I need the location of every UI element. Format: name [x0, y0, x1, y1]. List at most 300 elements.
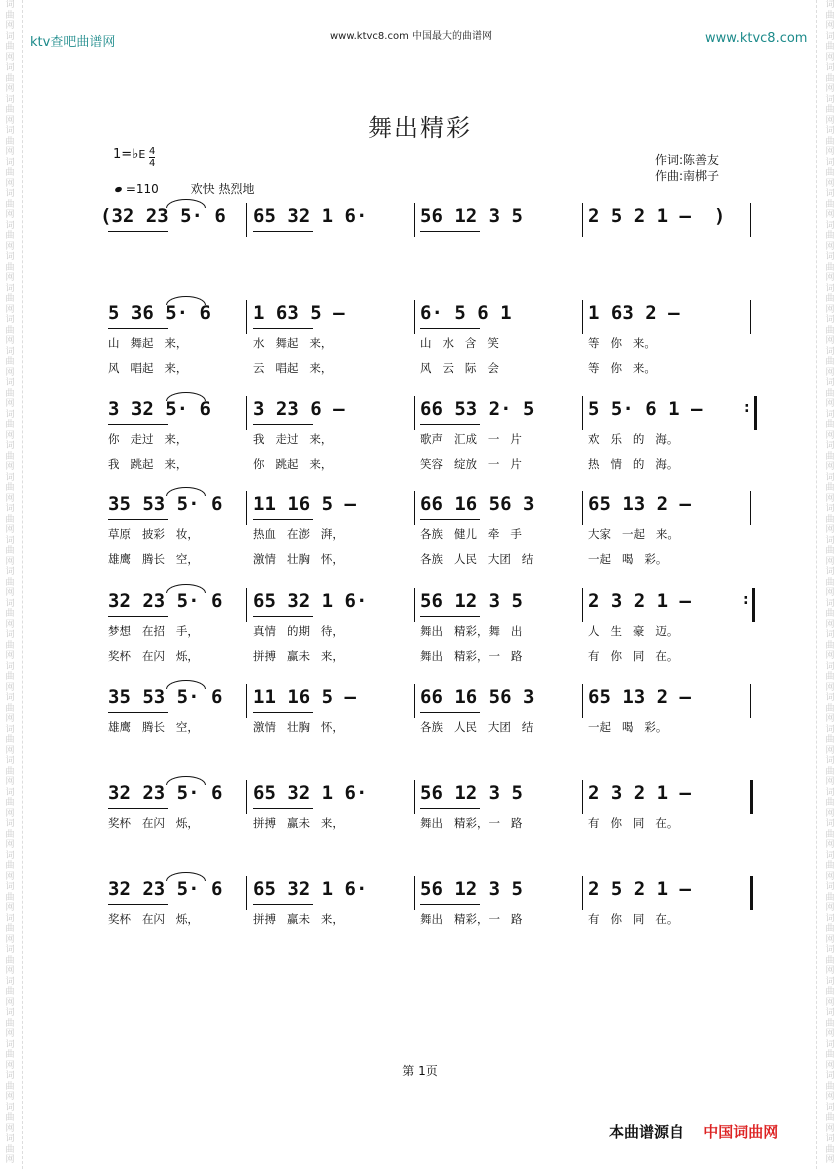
watermark-char: 曲: [5, 703, 15, 714]
watermark-char: 网: [825, 1123, 835, 1134]
lyric-line-1: 奖杯 在闪 烁，: [108, 912, 199, 926]
watermark-char: 网: [825, 997, 835, 1008]
lyric-line-2: 风 云 际 会: [420, 361, 499, 375]
slur-arc: [166, 872, 206, 881]
watermark-char: 曲: [5, 231, 15, 241]
key-letter: E: [138, 148, 146, 161]
repeat-end-barline: [752, 588, 755, 622]
watermark-char: 曲: [5, 420, 15, 430]
watermark-char: 网: [5, 493, 15, 504]
watermark-char: 词: [5, 315, 15, 325]
watermark-char: 词: [5, 504, 15, 514]
lyric-line-1: 山 舞起 来，: [108, 336, 188, 350]
measure-notes: 32 23 5· 6: [108, 590, 223, 612]
measure-notes: 35 53 5· 6: [108, 686, 223, 708]
barline: [414, 491, 415, 525]
watermark-char: 网: [5, 871, 15, 882]
watermark-char: 词: [825, 630, 835, 640]
watermark-char: 网: [825, 871, 835, 882]
header-site-name[interactable]: ktv查吧曲谱网: [30, 35, 116, 50]
beam-underline: [253, 328, 313, 329]
watermark-char: 网: [825, 336, 835, 346]
lyric-line-1: 舞出 精彩，一 路: [420, 912, 523, 926]
watermark-char: 曲: [5, 136, 15, 147]
watermark-char: 网: [5, 1092, 15, 1102]
credits: [655, 152, 719, 184]
watermark-char: 词: [5, 283, 15, 294]
watermark-char: 网: [825, 273, 835, 283]
measure-notes: 1 63 5 –: [253, 302, 345, 324]
measure-notes: 5 5· 6 1 –: [588, 398, 703, 420]
source-label: 本曲谱源自: [609, 1123, 685, 1141]
barline: [414, 203, 415, 237]
key-prefix: 1=: [113, 147, 133, 162]
watermark-char: 曲: [5, 168, 15, 178]
measure-notes: 65 32 1 6·: [253, 205, 368, 227]
watermark-char: 曲: [5, 577, 15, 588]
watermark-char: 词: [5, 409, 15, 420]
watermark-char: 网: [825, 1092, 835, 1102]
lyric-line-2: 激情 壮胸 怀，: [253, 552, 344, 566]
lyric-line-2: 有 你 同 在。: [588, 649, 679, 663]
beam-underline: [420, 519, 480, 520]
watermark-char: 曲: [5, 892, 15, 903]
watermark-char: 曲: [5, 861, 15, 871]
lyric-line-1: 我 走过 来，: [253, 432, 333, 446]
watermark-char: 网: [5, 808, 15, 819]
watermark-char: 词: [5, 31, 15, 42]
watermark-char: 词: [5, 882, 15, 892]
lyric-line-2: 等 你 来。: [588, 361, 656, 375]
lyric-line-1: 有 你 同 在。: [588, 816, 679, 830]
beam-underline: [253, 808, 313, 809]
watermark-char: 词: [5, 1039, 15, 1050]
watermark-char: 曲: [5, 546, 15, 556]
barline: [582, 588, 583, 622]
lyric-line-1: 有 你 同 在。: [588, 912, 679, 926]
watermark-char: 网: [825, 84, 835, 94]
measure-notes: 56 12 3 5: [420, 878, 523, 900]
lyric-line-1: 拼搏 赢未 来，: [253, 816, 344, 830]
watermark-char: 词: [825, 315, 835, 325]
lyric-line-2: 拼搏 赢未 来，: [253, 649, 344, 663]
watermark-char: 网: [5, 21, 15, 31]
watermark-char: 曲: [5, 42, 15, 52]
watermark-char: 词: [825, 126, 835, 136]
watermark-char: 词: [825, 945, 835, 955]
beam-underline: [420, 616, 480, 617]
watermark-char: 词: [825, 472, 835, 483]
watermark-char: 网: [825, 1060, 835, 1071]
lyric-line-2: 风 唱起 来，: [108, 361, 188, 375]
barline: [414, 300, 415, 334]
page-number: 第 1页: [402, 1064, 438, 1078]
beam-underline: [420, 808, 480, 809]
watermark-char: 网: [5, 367, 15, 378]
watermark-char: 网: [5, 934, 15, 945]
watermark-char: 网: [825, 651, 835, 661]
measure-notes: 56 12 3 5: [420, 205, 523, 227]
beam-underline: [108, 904, 168, 905]
slur-arc: [166, 776, 206, 785]
slur-arc: [166, 392, 206, 401]
watermark-char: 网: [5, 525, 15, 535]
watermark-char: 曲: [825, 357, 835, 367]
barline: [582, 491, 583, 525]
watermark-char: 词: [5, 850, 15, 861]
tempo-expression: 欢快 热烈地: [190, 182, 255, 196]
watermark-char: 网: [825, 934, 835, 945]
watermark-char: 网: [825, 493, 835, 504]
watermark-char: 曲: [5, 357, 15, 367]
watermark-char: 曲: [825, 10, 835, 21]
watermark-char: 网: [5, 745, 15, 756]
measure-notes: 56 12 3 5: [420, 782, 523, 804]
watermark-char: 词: [825, 157, 835, 168]
slur-arc: [166, 199, 206, 208]
watermark-char: 网: [5, 840, 15, 850]
watermark-char: 曲: [825, 420, 835, 430]
header-site-url[interactable]: www.ktvc8.com: [705, 31, 808, 46]
watermark-char: 曲: [825, 42, 835, 52]
watermark-char: 词: [5, 189, 15, 199]
watermark-char: 网: [5, 399, 15, 409]
watermark-char: 词: [825, 724, 835, 735]
repeat-dots: :: [744, 400, 750, 416]
tempo-bpm: =110: [125, 182, 159, 196]
watermark-char: 曲: [825, 73, 835, 84]
lyric-line-1: 梦想 在招 手，: [108, 624, 199, 638]
watermark-char: 网: [825, 808, 835, 819]
barline: [246, 203, 247, 237]
watermark-char: 词: [825, 31, 835, 42]
watermark-char: 网: [825, 714, 835, 724]
final-barline: [750, 876, 753, 910]
measure-notes: (32 23 5· 6: [100, 205, 226, 227]
watermark-char: 曲: [5, 388, 15, 399]
lyric-line-1: 山 水 含 笑: [420, 336, 499, 350]
beam-underline: [108, 712, 168, 713]
measure-notes: 2 3 2 1 –: [588, 590, 691, 612]
watermark-char: 网: [825, 556, 835, 567]
watermark-char: 曲: [5, 73, 15, 84]
watermark-char: 词: [5, 346, 15, 357]
lyric-line-1: 一起 喝 彩。: [588, 720, 668, 734]
watermark-char: 曲: [5, 1113, 15, 1123]
watermark-char: 词: [825, 693, 835, 703]
measure-notes: 32 23 5· 6: [108, 782, 223, 804]
watermark-char: 词: [5, 567, 15, 577]
watermark-char: 词: [825, 598, 835, 609]
watermark-column-right: [822, 0, 838, 1169]
measure-notes: 2 5 2 1 – ): [588, 205, 726, 227]
watermark-char: 网: [5, 682, 15, 693]
watermark-char: 曲: [825, 609, 835, 619]
watermark-char: 网: [825, 462, 835, 472]
barline: [246, 780, 247, 814]
lyric-line-1: 激情 壮胸 怀，: [253, 720, 344, 734]
watermark-char: 曲: [825, 798, 835, 808]
lyric-line-2: 舞出 精彩，一 路: [420, 649, 523, 663]
measure-notes: 66 16 56 3: [420, 493, 535, 515]
watermark-char: 网: [5, 997, 15, 1008]
lyric-line-2: 各族 人民 大团 结: [420, 552, 534, 566]
lyric-line-1: 大家 一起 来。: [588, 527, 679, 541]
watermark-char: 词: [825, 882, 835, 892]
beam-underline: [420, 904, 480, 905]
time-signature-bottom: 4: [149, 158, 156, 169]
beam-underline: [420, 424, 480, 425]
watermark-char: 网: [5, 903, 15, 913]
beam-underline: [253, 712, 313, 713]
watermark-char: 词: [825, 283, 835, 294]
watermark-char: 网: [825, 619, 835, 630]
watermark-char: 词: [825, 504, 835, 514]
lyric-line-1: 真情 的期 待，: [253, 624, 344, 638]
measure-notes: 3 23 6 –: [253, 398, 345, 420]
watermark-char: 词: [5, 945, 15, 955]
watermark-char: 曲: [825, 325, 835, 336]
watermark-char: 词: [825, 252, 835, 262]
barline: [246, 491, 247, 525]
watermark-char: 曲: [825, 483, 835, 493]
watermark-char: 曲: [825, 766, 835, 777]
watermark-char: 网: [5, 651, 15, 661]
lyric-line-2: 云 唱起 来，: [253, 361, 333, 375]
watermark-char: 曲: [825, 577, 835, 588]
beam-underline: [108, 808, 168, 809]
beam-underline: [108, 328, 168, 329]
watermark-char: 词: [5, 787, 15, 798]
watermark-char: 曲: [825, 987, 835, 997]
watermark-char: 曲: [5, 451, 15, 462]
barline: [750, 491, 751, 525]
lyricist: 作词:陈善友: [655, 153, 720, 167]
watermark-char: 网: [5, 178, 15, 189]
left-margin-line: [22, 0, 23, 1169]
watermark-char: 曲: [5, 325, 15, 336]
watermark-char: 曲: [825, 861, 835, 871]
watermark-char: 网: [5, 1155, 15, 1165]
watermark-char: 网: [5, 777, 15, 787]
barline: [582, 876, 583, 910]
watermark-char: 词: [5, 0, 15, 10]
beam-underline: [253, 424, 313, 425]
watermark-char: 词: [825, 189, 835, 199]
barline: [246, 588, 247, 622]
watermark-char: 词: [825, 567, 835, 577]
measure-notes: 3 32 5· 6: [108, 398, 211, 420]
watermark-char: 曲: [5, 798, 15, 808]
lyric-line-2: 奖杯 在闪 烁，: [108, 649, 199, 663]
beam-underline: [253, 519, 313, 520]
slur-arc: [166, 296, 206, 305]
beam-underline: [108, 519, 168, 520]
watermark-char: 词: [825, 913, 835, 924]
watermark-char: 词: [825, 409, 835, 420]
lyric-line-2: 笑容 绽放 一 片: [420, 457, 522, 471]
watermark-char: 网: [5, 462, 15, 472]
beam-underline: [420, 231, 480, 232]
watermark-char: 词: [5, 913, 15, 924]
measure-notes: 56 12 3 5: [420, 590, 523, 612]
right-margin-line: [816, 0, 817, 1169]
watermark-char: 网: [825, 903, 835, 913]
watermark-char: 词: [5, 819, 15, 829]
final-barline: [750, 780, 753, 814]
watermark-char: 曲: [825, 924, 835, 934]
watermark-char: 词: [825, 441, 835, 451]
header-site-tagline[interactable]: www.ktvc8.com 中国最大的曲谱网: [330, 31, 493, 42]
watermark-char: 网: [825, 21, 835, 31]
watermark-char: 网: [5, 336, 15, 346]
watermark-char: 曲: [5, 924, 15, 934]
lyric-line-1: 各族 健儿 牵 手: [420, 527, 522, 541]
barline: [246, 396, 247, 430]
measure-notes: 35 53 5· 6: [108, 493, 223, 515]
watermark-char: 网: [5, 966, 15, 976]
watermark-char: 词: [5, 976, 15, 987]
watermark-char: 词: [825, 1039, 835, 1050]
watermark-char: 网: [825, 840, 835, 850]
watermark-char: 词: [5, 724, 15, 735]
watermark-char: 网: [825, 745, 835, 756]
lyric-line-2: 你 跳起 来，: [253, 457, 333, 471]
lyric-line-1: 草原 披彩 妆，: [108, 527, 199, 541]
time-signature-top: 4: [149, 146, 156, 157]
watermark-char: 网: [825, 1155, 835, 1165]
watermark-char: 曲: [825, 735, 835, 745]
watermark-char: 词: [825, 346, 835, 357]
measure-notes: 1 63 2 –: [588, 302, 680, 324]
watermark-char: 曲: [5, 672, 15, 682]
watermark-char: 曲: [825, 514, 835, 525]
watermark-char: 词: [5, 598, 15, 609]
watermark-char: 曲: [5, 735, 15, 745]
repeat-barline: [754, 396, 757, 430]
watermark-char: 曲: [825, 199, 835, 210]
watermark-char: 曲: [825, 294, 835, 304]
watermark-char: 曲: [5, 766, 15, 777]
watermark-char: 网: [825, 210, 835, 220]
watermark-column-left: [2, 0, 18, 1169]
barline: [582, 780, 583, 814]
watermark-char: 词: [825, 819, 835, 829]
measure-notes: 2 5 2 1 –: [588, 878, 691, 900]
lyric-line-2: 我 跳起 来，: [108, 457, 188, 471]
watermark-char: 曲: [5, 514, 15, 525]
slur-arc: [166, 584, 206, 593]
source-credit: [609, 1121, 778, 1142]
watermark-char: 词: [825, 850, 835, 861]
barline: [246, 876, 247, 910]
watermark-char: 曲: [825, 1018, 835, 1029]
watermark-char: 曲: [5, 262, 15, 273]
watermark-char: 网: [825, 147, 835, 157]
watermark-char: 曲: [825, 703, 835, 714]
watermark-char: 曲: [825, 546, 835, 556]
watermark-char: 网: [5, 1029, 15, 1039]
watermark-char: 网: [825, 966, 835, 976]
watermark-char: 词: [5, 1071, 15, 1081]
barline: [414, 396, 415, 430]
watermark-char: 网: [5, 430, 15, 441]
lyric-line-1: 欢 乐 的 海。: [588, 432, 679, 446]
watermark-char: 网: [5, 84, 15, 94]
watermark-char: 词: [825, 756, 835, 766]
beam-underline: [420, 328, 480, 329]
watermark-char: 词: [5, 472, 15, 483]
watermark-char: 词: [5, 220, 15, 231]
watermark-char: 网: [825, 525, 835, 535]
watermark-char: 曲: [5, 1018, 15, 1029]
watermark-char: 词: [825, 976, 835, 987]
watermark-char: 网: [5, 115, 15, 126]
watermark-char: 网: [825, 588, 835, 598]
lyric-line-1: 舞出 精彩，一 路: [420, 816, 523, 830]
lyric-line-2: 雄鹰 腾长 空，: [108, 552, 199, 566]
watermark-char: 词: [5, 661, 15, 672]
watermark-char: 词: [5, 252, 15, 262]
source-site[interactable]: 中国词曲网: [703, 1123, 779, 1141]
watermark-char: 词: [825, 1071, 835, 1081]
beam-underline: [420, 712, 480, 713]
watermark-char: 词: [5, 157, 15, 168]
barline: [750, 684, 751, 718]
watermark-char: 网: [5, 147, 15, 157]
beam-underline: [108, 424, 168, 425]
watermark-char: 词: [5, 535, 15, 546]
measure-notes: 65 32 1 6·: [253, 782, 368, 804]
lyric-line-1: 热血 在澎 湃，: [253, 527, 344, 541]
watermark-char: 曲: [5, 294, 15, 304]
key-signature: [113, 146, 156, 169]
watermark-char: 网: [5, 1123, 15, 1134]
lyric-line-1: 人 生 豪 迈。: [588, 624, 679, 638]
beam-underline: [253, 904, 313, 905]
measure-notes: 11 16 5 –: [253, 493, 356, 515]
lyric-line-1: 你 走过 来，: [108, 432, 188, 446]
lyric-line-1: 歌声 汇成 一 片: [420, 432, 522, 446]
lyric-line-1: 各族 人民 大团 结: [420, 720, 534, 734]
barline: [414, 780, 415, 814]
watermark-char: 曲: [5, 483, 15, 493]
watermark-char: 词: [5, 756, 15, 766]
watermark-char: 曲: [825, 168, 835, 178]
watermark-char: 网: [5, 52, 15, 63]
watermark-char: 网: [5, 619, 15, 630]
lyric-line-1: 雄鹰 腾长 空，: [108, 720, 199, 734]
watermark-char: 网: [825, 52, 835, 63]
barline: [414, 588, 415, 622]
barline: [414, 684, 415, 718]
watermark-char: 曲: [5, 609, 15, 619]
watermark-char: 网: [825, 777, 835, 787]
barline: [750, 203, 751, 237]
measure-notes: 65 13 2 –: [588, 686, 691, 708]
barline: [414, 876, 415, 910]
measure-notes: 66 16 56 3: [420, 686, 535, 708]
lyric-line-1: 舞出 精彩，舞 出: [420, 624, 523, 638]
watermark-char: 曲: [825, 672, 835, 682]
measure-notes: 66 53 2· 5: [420, 398, 535, 420]
watermark-char: 词: [825, 0, 835, 10]
watermark-char: 词: [5, 441, 15, 451]
half-note-icon: [114, 186, 122, 193]
lyric-line-1: 奖杯 在闪 烁，: [108, 816, 199, 830]
barline: [582, 396, 583, 430]
lyric-line-2: 一起 喝 彩。: [588, 552, 668, 566]
